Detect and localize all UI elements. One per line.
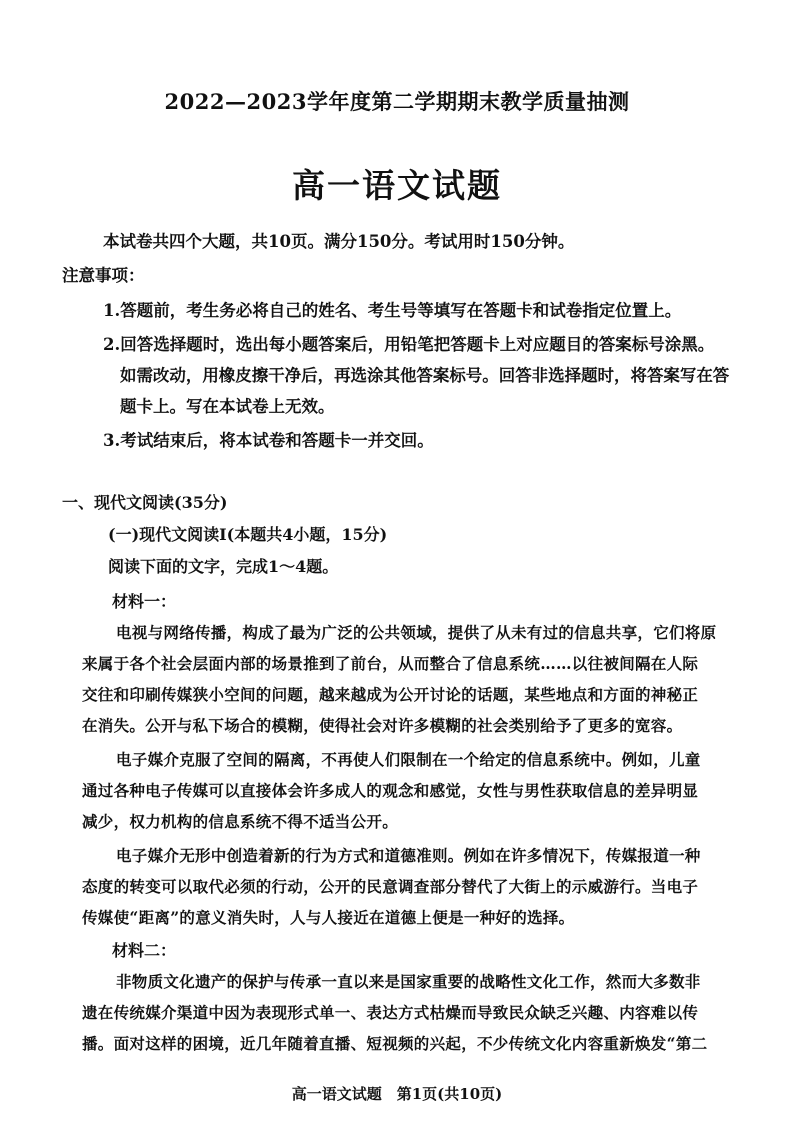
material-1-line: 态度的转变可以取代必须的行动，公开的民意调查部分替代了大街上的示威游行。当电子 (82, 877, 699, 896)
page-footer: 高一语文试题 第1页(共10页) (291, 1085, 503, 1103)
material-2-line: 遗在传统媒介渠道中因为表现形式单一、表达方式枯燥而导致民众缺乏兴趣、内容难以传 (82, 1003, 699, 1022)
notice-item-2-line-1: 2.回答选择题时，选出每小题答案后，用铅笔把答题卡上对应题目的答案标号涂黑。 (103, 335, 715, 354)
subject-title: 高一语文试题 (292, 166, 502, 205)
reading-instruction: 阅读下面的文字，完成1～4题。 (108, 557, 339, 576)
exam-info: 本试卷共四个大题，共10页。满分150分。考试用时150分钟。 (103, 232, 575, 251)
material-1-line: 通过各种电子传媒可以直接体会许多成人的观念和感觉，女性与男性获取信息的差异明显 (82, 781, 699, 800)
material-1-line: 电子媒介克服了空间的隔离，不再使人们限制在一个给定的信息系统中。例如，儿童 (116, 750, 701, 769)
material-2-line: 非物质文化遗产的保护与传承一直以来是国家重要的战略性文化工作，然而大多数非 (116, 972, 701, 991)
material-2-line: 播。面对这样的困境，近几年随着直播、短视频的兴起，不少传统文化内容重新焕发“第二 (82, 1034, 708, 1053)
subsection-title: (一)现代文阅读Ⅰ(本题共4小题，15分) (108, 525, 388, 544)
notice-heading: 注意事项： (62, 266, 145, 285)
material-1-line: 在消失。公开与私下场合的模糊，使得社会对许多模糊的社会类别给予了更多的宽容。 (82, 716, 683, 735)
material-1-line: 减少，权力机构的信息系统不得不适当公开。 (82, 812, 399, 831)
section-title: 一、现代文阅读(35分) (62, 493, 228, 512)
material-1-line: 交往和印刷传媒狭小空间的问题，越来越成为公开讨论的话题，某些地点和方面的神秘正 (82, 685, 699, 704)
material-1-label: 材料一： (112, 592, 177, 611)
material-1-line: 来属于各个社会层面内部的场景推到了前台，从而整合了信息系统……以往被间隔在人际 (82, 654, 699, 673)
notice-item-2-line-3: 题卡上。写在本试卷上无效。 (120, 397, 335, 416)
material-1-line: 电视与网络传播，构成了最为广泛的公共领域，提供了从未有过的信息共享，它们将原 (116, 623, 717, 642)
notice-item-3: 3.考试结束后，将本试卷和答题卡一并交回。 (103, 431, 434, 450)
exam-title: 2022—2023学年度第二学期期末教学质量抽测 (164, 89, 630, 114)
notice-item-2-line-2: 如需改动，用橡皮擦干净后，再选涂其他答案标号。回答非选择题时，将答案写在答 (120, 366, 730, 385)
material-1-line: 传媒使“距离”的意义消失时，人与人接近在道德上便是一种好的选择。 (82, 908, 575, 927)
material-1-line: 电子媒介无形中创造着新的行为方式和道德准则。例如在许多情况下，传媒报道一种 (116, 846, 701, 865)
material-2-label: 材料二： (112, 941, 177, 960)
notice-item-1: 1.答题前，考生务必将自己的姓名、考生号等填写在答题卡和试卷指定位置上。 (103, 301, 682, 320)
